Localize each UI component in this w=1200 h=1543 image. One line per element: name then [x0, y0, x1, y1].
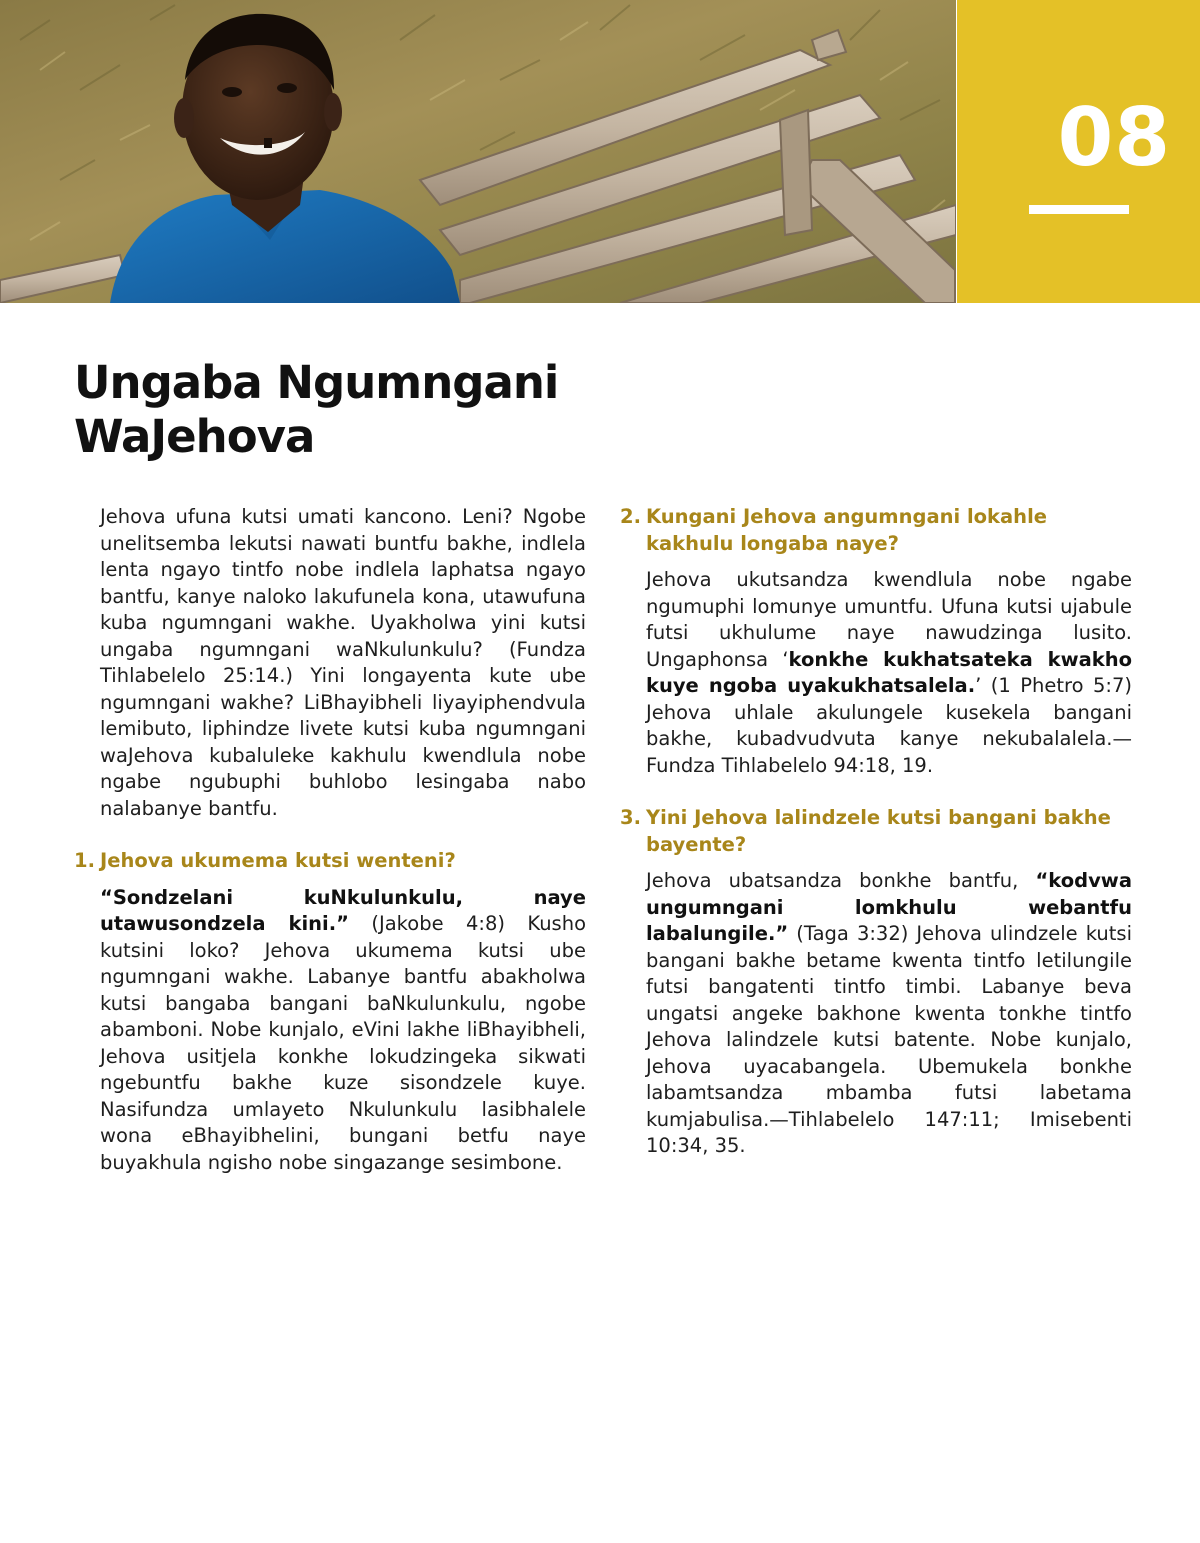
intro-paragraph: Jehova ufuna kutsi umati kancono. Leni? Ngobe unelitsemba lekutsi nawati buntfu bakhe, indlela lenta ngayo tintfo nobe indlela laphatsa ngayo bantfu, kanye naloko lakufunela kona, utawufuna kuba ngumngani wakhe. Uyakholwa yini kutsi ungaba ngumngani waNkulunkulu? (Fundza Tihlabelelo 25:14.) Yini longayenta kute ube ngumngani wakhe? LiBhayibheli liyayiphendvula lemibuto, liphindze livete kutsi kuba ngumngani waJehova kubaluleke kakhulu kwendlula nobe ngabe ngubuphi buhlobo lesingaba nabo nalabanye bantfu. [100, 505, 586, 820]
answer-quote: konkhe kukhatsateka kwakho kuye ngoba uyakukhatsalela. [646, 647, 1132, 697]
answer-quote: “kodvwa ungumngani lomkhulu webantfu labalungile.” [646, 869, 1132, 945]
answer-body-end: (Taga 3:32) Jehova ulindzele kutsi bangani bakhe betame kwenta tintfo letilungile futsi bangatenti tintfo timbi. Labanye beva ungatsi angeke bakhone kwenta tonkhe tintfo Jehova lalindzele kutsi batente. Nobe kunjalo, Jehova uyacabangela. Ubemukela bonkhe labamtsandza mbamba futsi labetama kumjabulisa.—Tihlabelelo 147:11; Imisebenti 10:34, 35. [646, 922, 1132, 1157]
hero-banner [0, 0, 1200, 303]
question-number: 2. [620, 505, 641, 528]
question-text: Jehova ukumema kutsi wenteni? [100, 849, 456, 872]
section-1 [74, 848, 586, 1176]
answer-quote: “Sondzelani kuNkulunkulu, naye utawusondzela kini.” [100, 885, 586, 935]
answer-1 [100, 885, 586, 1177]
right-column [620, 504, 1132, 1160]
question-text: Kungani Jehova angumngani lokahle kakhulu longaba naye? [646, 505, 1047, 555]
question-text: Yini Jehova lalindzele kutsi bangani bakhe bayente? [646, 806, 1111, 856]
question-number: 3. [620, 806, 641, 829]
question-1 [74, 848, 586, 875]
lesson-badge [957, 0, 1200, 303]
question-number: 1. [74, 849, 95, 872]
question-2 [620, 504, 1132, 557]
answer-body: (Jakobe 4:8) Kusho kutsini loko? Jehova ukumema kutsi ube ngumngani wakhe. Labanye bantfu abakholwa kutsi bangaba bangani baNkulunkulu, ngobe abamboni. Nobe kunjalo, eVini lakhe liBhayibheli, Jehova usitjela konkhe lokudzingeka sikwati ngebuntfu bakhe kuze sisondzele kuye. Nasifundza umlayeto Nkulunkulu lasibhalele wona eBhayibhelini, bungani betfu naye buyakhula ngisho nobe singazange sesimbone. [100, 912, 586, 1174]
page-title: Ungaba Ngumngani WaJehova [74, 356, 559, 463]
lesson-number-underline [1029, 205, 1129, 214]
hero-photo [0, 0, 956, 303]
section-2 [620, 504, 1132, 779]
lesson-number: 08 [1057, 91, 1171, 184]
answer-body-end: ’ (1 Phetro 5:7) Jehova uhlale akulungele kusekela bangani bakhe, kubadvudvuta kanye nekubalalela.—Fundza Tihlabelelo 94:18, 19. [646, 674, 1132, 777]
answer-body-start: Jehova ukutsandza kwendlula nobe ngabe ngumuphi lomunye umuntfu. Ufuna kutsi ujabule futsi ukhulume naye nawudzinga lusito. Ungaphonsa ‘ [646, 568, 1132, 671]
left-column [74, 504, 586, 1176]
section-3 [620, 805, 1132, 1160]
answer-body-start: Jehova ubatsandza bonkhe bantfu, [646, 869, 1036, 892]
answer-2 [646, 567, 1132, 779]
question-3 [620, 805, 1132, 858]
answer-3 [646, 868, 1132, 1160]
